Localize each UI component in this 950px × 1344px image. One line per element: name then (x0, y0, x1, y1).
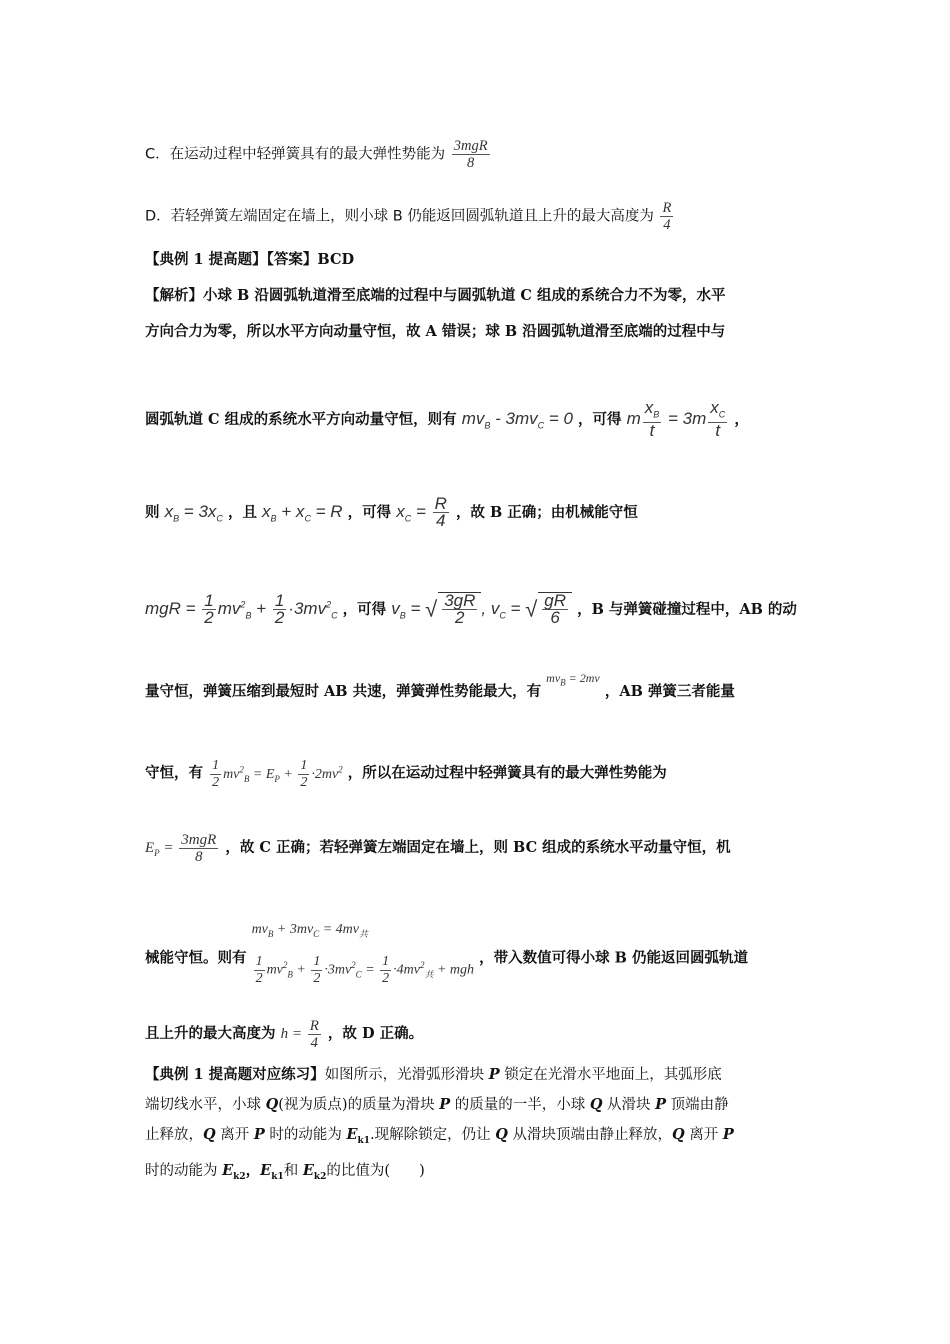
practice-line-2d: 从滑块 (602, 1097, 656, 1113)
analysis-line-4 (145, 496, 810, 529)
analysis-line-2 (145, 322, 810, 342)
practice-line-3d: .现解除锁定，仍让 (370, 1127, 496, 1143)
practice-problem: 【典例 1 提高题对应练习】如图所示，光滑弧形滑块 P 锁定在光滑水平地面上，其弧形底 端切线水平，小球 Q(视为质点)的质量为滑块 P 的质量的一半，小球 Q 从滑块 P 顶端由静 止释放，Q 离开 P 时的动能为 $E_{k1}$.现解除锁定，仍让 Q 从滑块顶端由静止释放，Q 离开 P 时的动能为 $E_{k2}$，$E_{k1}$和 $E_{k2}$的比值为( ) (145, 1066, 734, 1182)
analysis-text-5b: ，B 与弹簧碰撞过程中，AB 的动 (577, 600, 797, 618)
option-c (145, 138, 810, 171)
analysis-text-4d: ，故 B 正确；由机械能守恒 (455, 503, 638, 521)
practice-body-2: 锁定在光滑水平地面上，其弧形底 (499, 1067, 722, 1083)
analysis-text-3a: 圆弧轨道 C 组成的系统水平方向动量守恒，则有 (145, 411, 457, 429)
formula-velocities: $v_B$ = √ $\frac{3gR}{2}$ , $v_C$ = √ $\frac{gR}{6}$ (391, 599, 572, 618)
analysis-text-9b: ，带入数值可得小球 B 仍能返回圆弧轨道 (479, 949, 748, 967)
analysis-text-6b: ，AB 弹簧三者能量 (604, 683, 735, 700)
practice-line-2c: 的质量的一半，小球 (450, 1097, 590, 1113)
analysis-line-7 (145, 758, 810, 791)
practice-line-4c: 的比值为( ) (326, 1162, 425, 1179)
analysis-line-9 (145, 922, 810, 987)
analysis-text-8a: ，故 C 正确；若轻弹簧左端固定在墙上，则 BC 组成的系统水平动量守恒，机 (225, 838, 731, 856)
analysis-line-8 (145, 832, 810, 865)
formula-energy: mgR = $\frac{1}{2}$ $mv^2_B$ + $\frac{1}{2}$ $\cdot 3mv^2_C$ (145, 591, 338, 627)
analysis-text-9a: 械能守恒。则有 (145, 949, 247, 967)
analysis-text-6a: 量守恒，弹簧压缩到最短时 AB 共速，弹簧弹性势能最大，有 (145, 683, 542, 700)
analysis-text-4c: ，可得 (347, 503, 392, 521)
analysis-text-4b: ，且 (227, 503, 257, 521)
formula-momentum: $mv_B - 3mv_C = 0$ (461, 409, 573, 431)
practice-line-2b: (视为质点)的质量为滑块 (278, 1097, 440, 1113)
practice-line-3a: 止释放， (145, 1127, 203, 1143)
formula-R-over-4: $\frac{R}{4}$ (662, 200, 672, 233)
analysis-line-5 (145, 592, 810, 626)
formula-displacement-ratio: m $\frac{x_B}{t}$ = 3m $\frac{x_C}{t}$ (626, 398, 726, 441)
practice-line-3f: 离开 (684, 1127, 723, 1143)
analysis-line-6 (145, 671, 810, 706)
answer-line (145, 250, 810, 270)
formula-common-velocity: mvB = 2mv (546, 671, 600, 688)
practice-line-4b: 和 (283, 1162, 303, 1179)
analysis-text-10b: ，故 D 正确。 (327, 1024, 424, 1042)
option-d-text: D．若轻弹簧左端固定在墙上，则小球 B 仍能返回圆弧轨道且上升的最大高度为 (145, 208, 654, 225)
practice-heading: 【典例 1 提高题对应练习】 (145, 1066, 325, 1083)
formula-system: $mv_B + 3mv_C = 4mv_共$ $\frac{1}{2}$ $mv^2_B$ + $\frac{1}{2}$ $\cdot 3mv^2_C$ = $\frac{1}{2}$ $\cdot 4mv^2_共$ + mgh (251, 922, 475, 986)
practice-line-2e: 顶端由静 (666, 1097, 729, 1113)
formula-ep-value: $E_P$ = $\frac{\text{3mgR}}{8}$ (145, 832, 217, 865)
analysis-text-3b: ，可得 (578, 411, 622, 429)
analysis-line-3 (145, 400, 810, 439)
formula-ep-energy: $\frac{1}{2}$ $mv^2_B = E_P$ + $\frac{1}{2}$ $\cdot 2mv^2$ (212, 758, 343, 790)
analysis-text-1: 【解析】小球 B 沿圆弧轨道滑至底端的过程中与圆弧轨道 C 组成的系统合力不为零，水平 (145, 287, 726, 304)
analysis-text-2: 方向合力为零，所以水平方向动量守恒，故 A 错误；球 B 沿圆弧轨道滑至底端的过程中与 (145, 323, 726, 340)
formula-3mgR-over-8: $\frac{\text{3mgR}}{8}$ (453, 138, 488, 171)
practice-line-2a: 端切线水平，小球 (145, 1097, 266, 1113)
answer-text: 【典例 1 提高题】【答案】BCD (145, 251, 355, 268)
formula-xb-plus-xc: $x_B + x_C = R$ (262, 501, 343, 524)
analysis-text-4a: 则 (145, 503, 160, 521)
analysis-line-1 (145, 286, 810, 306)
formula-xb-3xc: $x_B = 3x_C$ (164, 501, 223, 524)
practice-line-3b: 离开 (215, 1127, 254, 1143)
analysis-text-5a: ，可得 (342, 600, 387, 618)
analysis-text-7b: ，所以在运动过程中轻弹簧具有的最大弹性势能为 (347, 764, 667, 782)
formula-h-value: h = $\frac{R}{4}$ (280, 1018, 319, 1051)
analysis-text-10a: 且上升的最大高度为 (145, 1024, 276, 1042)
analysis-text-3c: ， (734, 411, 749, 429)
practice-body-1: 如图所示，光滑弧形滑块 (324, 1067, 489, 1083)
option-d (145, 200, 810, 233)
practice-line-3c: 时的动能为 (264, 1127, 347, 1143)
formula-xc: $x_C$ = $\frac{R}{4}$ (396, 494, 447, 530)
analysis-text-7a: 守恒，有 (145, 764, 203, 782)
analysis-line-10 (145, 1018, 810, 1051)
option-c-text: C．在运动过程中轻弹簧具有的最大弹性势能为 (145, 146, 446, 163)
practice-line-3e: 从滑块顶端由静止释放， (507, 1127, 673, 1143)
practice-line-4a: 时的动能为 (145, 1162, 223, 1179)
